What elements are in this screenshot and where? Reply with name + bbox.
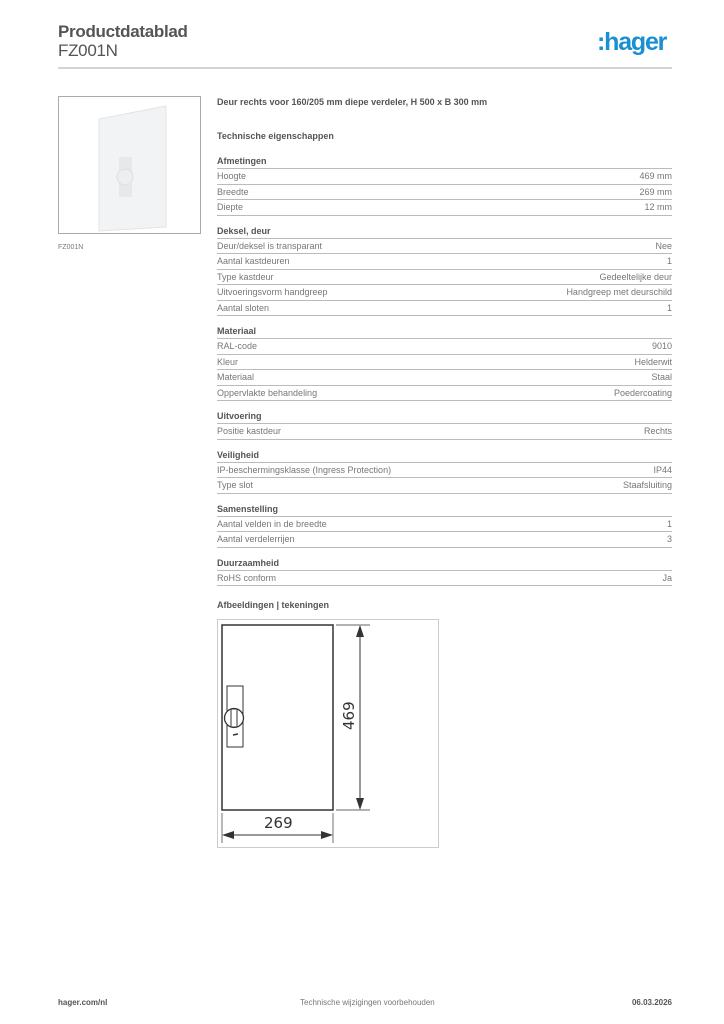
spec-value: 269 mm	[639, 186, 672, 197]
spec-label: Hoogte	[217, 171, 247, 181]
spec-label: Uitvoeringsvorm handgreep	[217, 287, 328, 297]
spec-section	[217, 503, 672, 548]
spec-value: 1	[666, 302, 672, 313]
spec-label: Aantal kastdeuren	[217, 256, 290, 266]
section-heading: Uitvoering	[217, 410, 672, 424]
spec-label: Deur/deksel is transparant	[217, 240, 323, 251]
header-divider	[58, 67, 672, 69]
product-image	[58, 96, 201, 234]
spec-row	[217, 571, 672, 587]
spec-value: Staafsluiting	[622, 480, 672, 490]
spec-label: Type slot	[217, 480, 254, 490]
footer-date: 06.03.2026	[631, 998, 672, 1007]
height-dimension-label: 469	[340, 701, 358, 730]
spec-label: Aantal verdelerrijen	[217, 534, 295, 544]
spec-label: Kleur	[217, 356, 239, 367]
door-dimension-drawing	[218, 620, 438, 847]
spec-value: 1	[666, 518, 672, 529]
tech-heading: Technische eigenschappen	[217, 131, 334, 141]
spec-row	[217, 370, 672, 386]
spec-label: Materiaal	[217, 372, 255, 382]
spec-row	[217, 285, 672, 301]
spec-label: Aantal velden in de breedte	[217, 518, 327, 529]
spec-section	[217, 225, 672, 317]
product-description: Deur rechts voor 160/205 mm diepe verdeler, H 500 x B 300 mm	[217, 97, 488, 107]
spec-value: Handgreep met deurschild	[566, 287, 672, 297]
spec-row	[217, 478, 672, 494]
spec-row	[217, 463, 672, 479]
spec-section	[217, 410, 672, 440]
footer-website[interactable]: hager.com/nl	[58, 998, 108, 1007]
spec-row	[217, 301, 672, 317]
footer-note: Technische wijzigingen voorbehouden	[300, 998, 435, 1007]
spec-label: Oppervlakte behandeling	[217, 387, 318, 398]
images-heading: Afbeeldingen | tekeningen	[217, 600, 330, 610]
spec-label: RAL-code	[217, 341, 258, 351]
spec-row	[217, 169, 672, 185]
spec-row	[217, 424, 672, 440]
spec-label: Positie kastdeur	[217, 426, 282, 436]
product-image-caption: FZ001N	[58, 244, 84, 251]
spec-row	[217, 517, 672, 533]
spec-row	[217, 254, 672, 270]
spec-section	[217, 557, 672, 587]
section-heading: Veiligheid	[217, 449, 672, 463]
spec-value: 9010	[651, 341, 672, 351]
spec-value: Gedeeltelijke deur	[599, 271, 672, 282]
spec-value: Helderwit	[634, 356, 672, 367]
spec-value: 469 mm	[639, 171, 672, 181]
spec-label: Breedte	[217, 186, 249, 197]
section-heading: Afmetingen	[217, 155, 672, 169]
width-dimension-label: 269	[264, 814, 293, 832]
spec-value: Staal	[651, 372, 672, 382]
spec-row	[217, 200, 672, 216]
section-heading: Materiaal	[217, 325, 672, 339]
spec-value: Nee	[655, 240, 672, 251]
spec-section	[217, 325, 672, 401]
spec-row	[217, 339, 672, 355]
hager-logo: :hager	[597, 28, 667, 56]
section-heading: Duurzaamheid	[217, 557, 672, 571]
spec-value: Ja	[662, 572, 672, 583]
spec-row	[217, 386, 672, 402]
spec-value: Rechts	[643, 426, 672, 436]
spec-value: 3	[666, 534, 672, 544]
spec-row	[217, 270, 672, 286]
section-heading: Deksel, deur	[217, 225, 672, 239]
page-title: Productdatablad	[58, 22, 188, 41]
spec-section	[217, 449, 672, 494]
spec-value: 12 mm	[644, 202, 672, 212]
section-heading: Samenstelling	[217, 503, 672, 517]
technical-drawing	[217, 619, 439, 848]
spec-label: Diepte	[217, 202, 244, 212]
spec-label: Type kastdeur	[217, 271, 274, 282]
spec-value: 1	[666, 256, 672, 266]
spec-section	[217, 155, 672, 216]
spec-row	[217, 239, 672, 255]
spec-label: Aantal sloten	[217, 302, 270, 313]
spec-label: RoHS conform	[217, 572, 277, 583]
spec-row	[217, 355, 672, 371]
door-photo-icon	[59, 97, 200, 233]
product-code: FZ001N	[58, 41, 118, 60]
spec-row	[217, 185, 672, 201]
spec-value: IP44	[653, 464, 672, 475]
spec-label: IP-beschermingsklasse (Ingress Protection)	[217, 464, 392, 475]
spec-value: Poedercoating	[613, 387, 672, 398]
spec-row	[217, 532, 672, 548]
spec-table	[217, 155, 672, 595]
